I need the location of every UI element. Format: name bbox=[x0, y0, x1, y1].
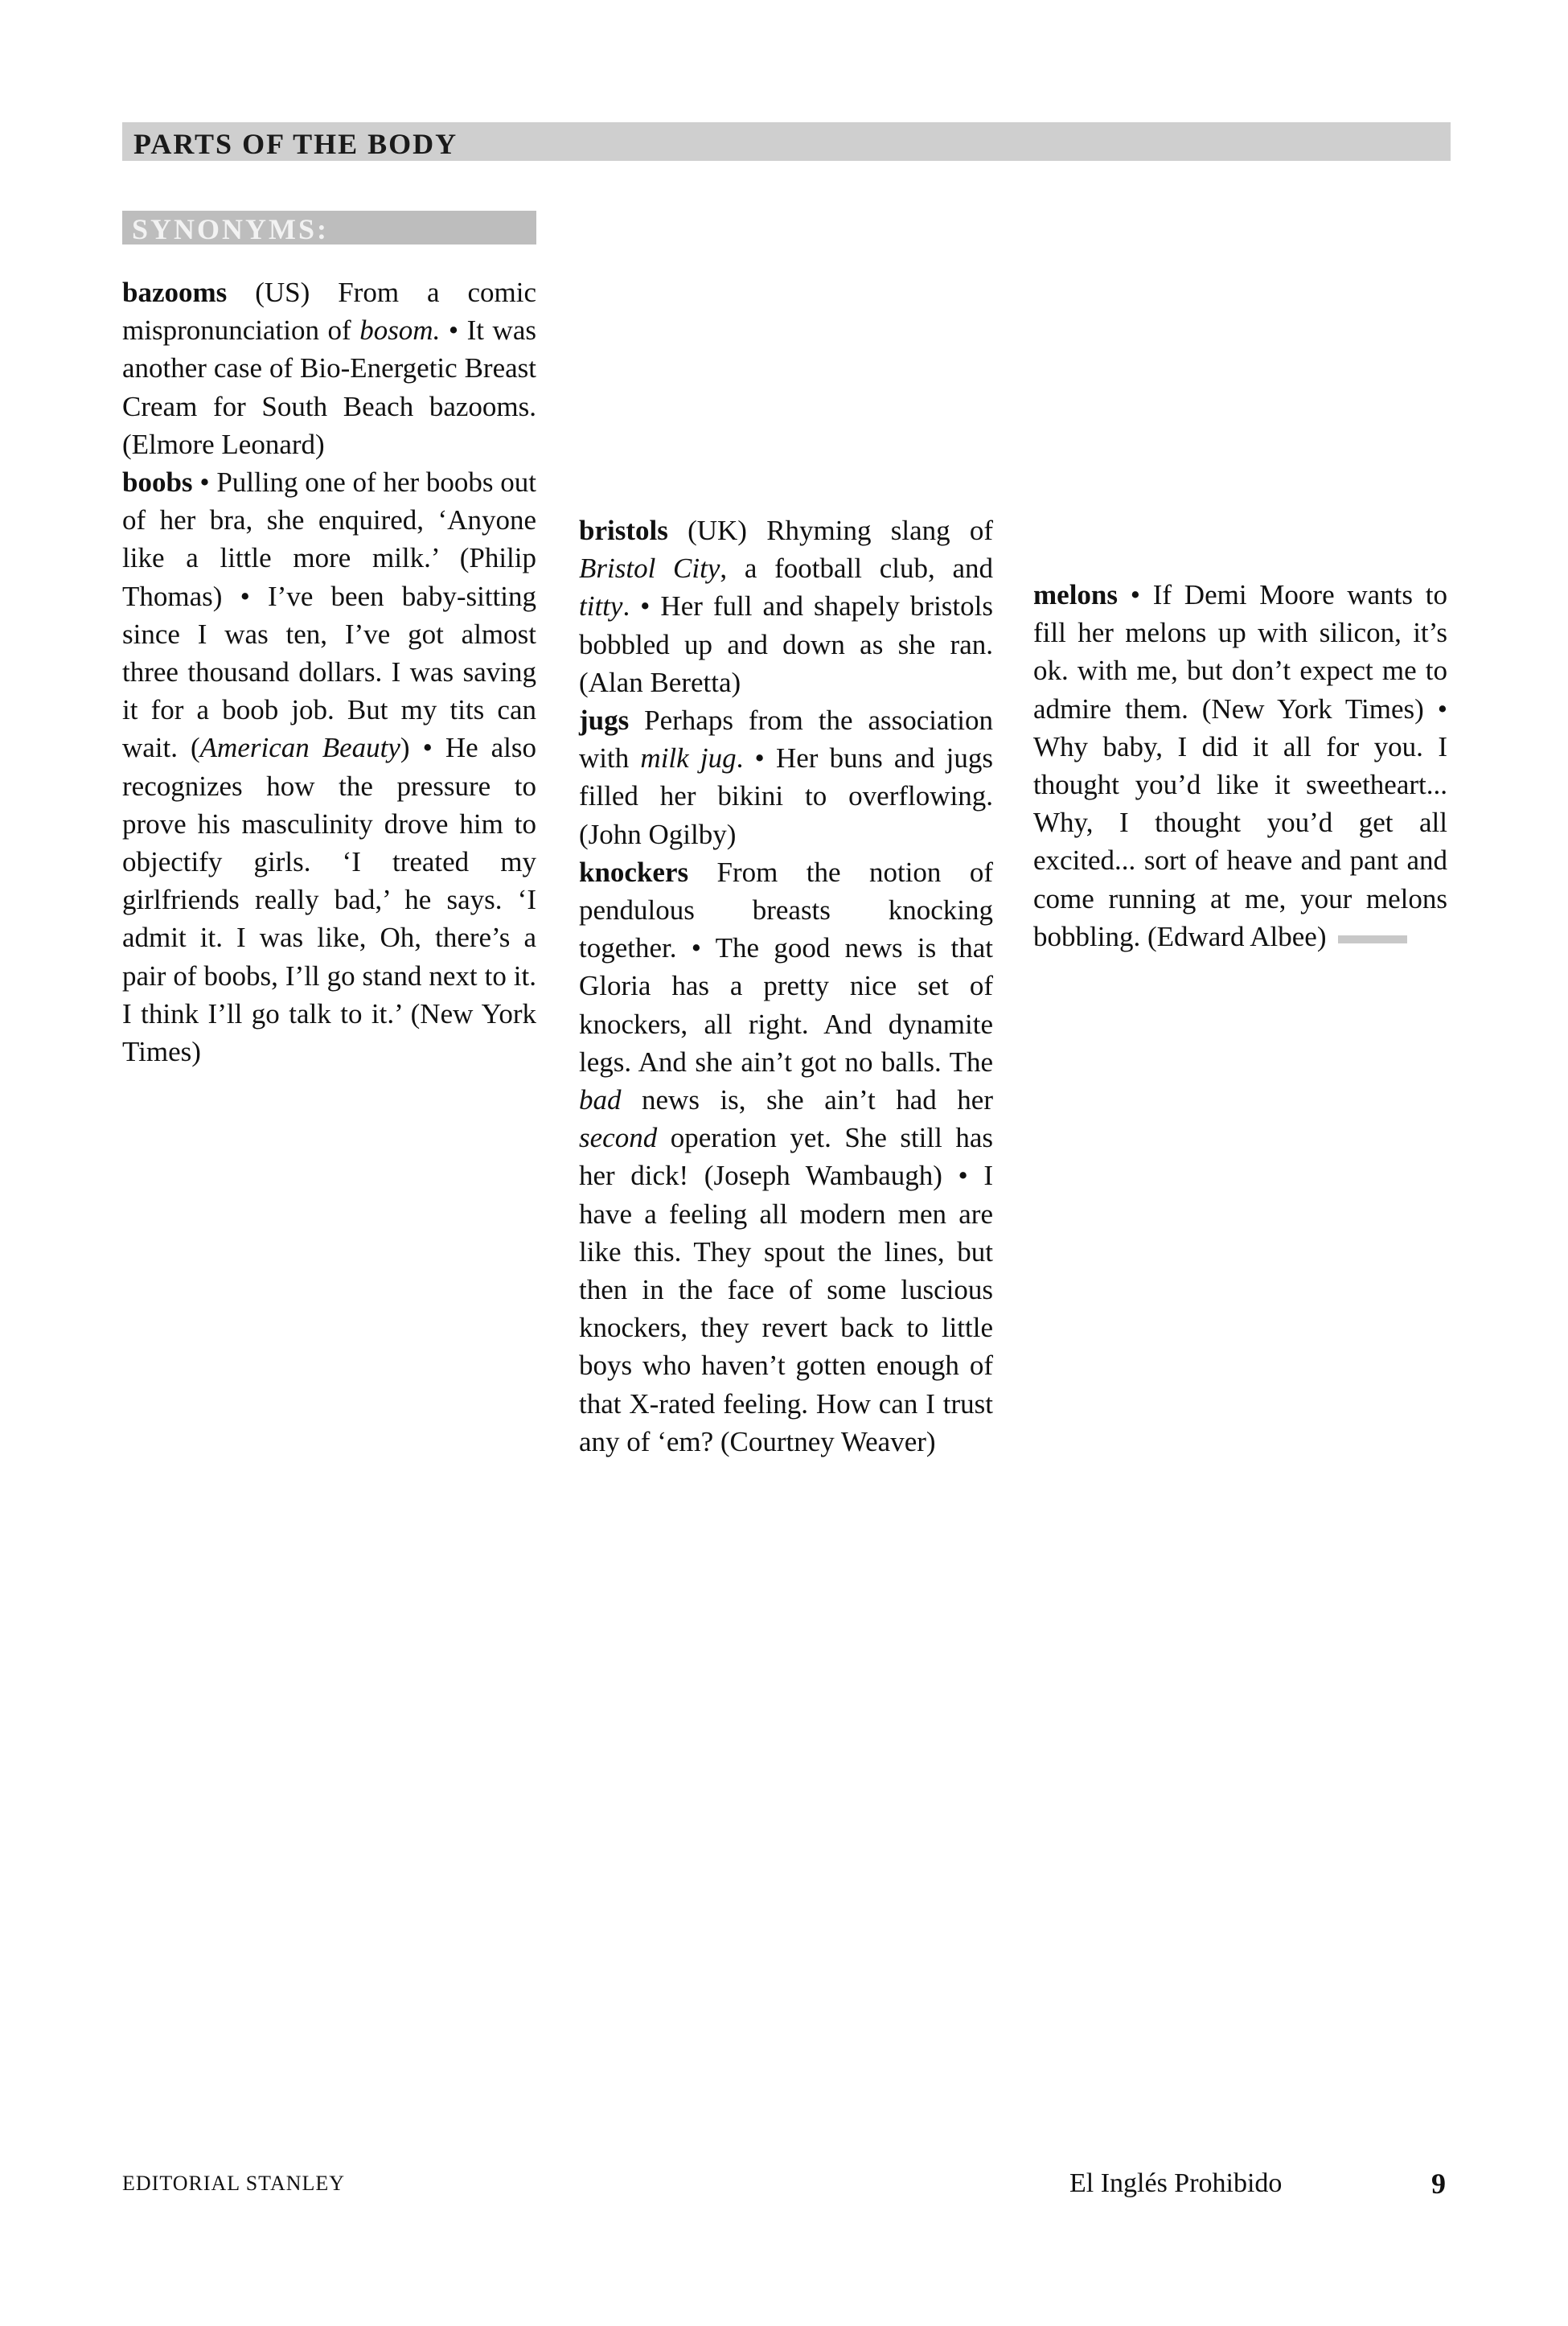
headword: boobs bbox=[122, 466, 193, 499]
entry-jugs: jugs Perhaps from the association with milk jug. • Her buns and jugs filled her bikini to overflowing. (John Ogilby) bbox=[579, 705, 993, 850]
headword: knockers bbox=[579, 856, 689, 888]
headword: melons bbox=[1033, 579, 1118, 610]
section-header-bar bbox=[122, 122, 1451, 161]
entry-bazooms: bazooms (US) From a comic mispronunciation of bosom. • It was another case of Bio-Energetic Breast Cream for South Beach bazooms. (Elmore Leonard) bbox=[122, 277, 536, 460]
headword: bristols bbox=[579, 515, 668, 546]
text-column-2 bbox=[579, 198, 993, 1461]
headword: bazooms bbox=[122, 277, 228, 308]
section-title: PARTS OF THE BODY bbox=[133, 128, 458, 160]
entry-boobs: boobs • Pulling one of her boobs out of her bra, she enquired, ‘Anyone like a little more milk.’ (Philip Thomas) • I’ve been baby-sitting since I was ten, I’ve got almost three thousand dollars. I was saving it for a boob job. But my tits can wait. (American Beauty) • He also recognizes how the pressure to prove his masculinity drove him to objectify girls. ‘I treated my girlfriends really bad,’ he says. ‘I admit it. I was like, Oh, there’s a pair of boobs, I’ll go stand next to it. I think I’ll go talk to it.’ (New York Times) bbox=[122, 466, 537, 1068]
footer-book-title: El Inglés Prohibido bbox=[1069, 2168, 1283, 2198]
text-column-1 bbox=[122, 273, 536, 1071]
synonyms-label: SYNONYMS: bbox=[132, 213, 330, 245]
footer-publisher: EDITORIAL STANLEY bbox=[122, 2172, 346, 2195]
text-column-3 bbox=[1033, 198, 1447, 955]
boobs-text-part: ) • He also recognizes how the pressure to prove his masculinity drove him to objectify girls. ‘I treated my girlfriends really bad,’ he says. ‘I admit it. I was like, Oh, there’s a pair of boobs, I’ll go stand next to it. I think I’ll go talk to it.’ (New York Times) bbox=[122, 732, 537, 1068]
page-number: 9 bbox=[1431, 2168, 1446, 2200]
entry-melons: melons • If Demi Moore wants to fill her melons up with silicon, it’s ok. with me, but don’t expect me to admire them. (New York Times) • Why baby, I did it all for you. I thought you’d like it sweetheart... Why, I thought you’d get all excited... sort of heave and pant and come running at me, your melons bobbling. (Edward Albee) bbox=[1033, 579, 1447, 952]
headword: jugs bbox=[579, 705, 630, 737]
end-of-section-bar bbox=[1338, 935, 1407, 943]
entry-knockers: knockers From the notion of pendulous breasts knocking together. • The good news is that Gloria has a pretty nice set of knockers, all right. And dynamite legs. And she ain’t got no balls. The bad news is, she ain’t had her second operation yet. She still has her dick! (Joseph Wambaugh) • I have a feeling all modern men are like this. They spout the lines, but then in the face of some luscious knockers, they revert back to little boys who haven’t gotten enough of that X-rated feeling. How can I trust any of ‘em? (Courtney Weaver) bbox=[579, 856, 993, 1457]
synonyms-heading-bar bbox=[122, 211, 536, 245]
entry-bristols: bristols (UK) Rhyming slang of Bristol City, a football club, and titty. • Her full and shapely bristols bobbled up and down as she ran. (Alan Beretta) bbox=[579, 515, 993, 698]
